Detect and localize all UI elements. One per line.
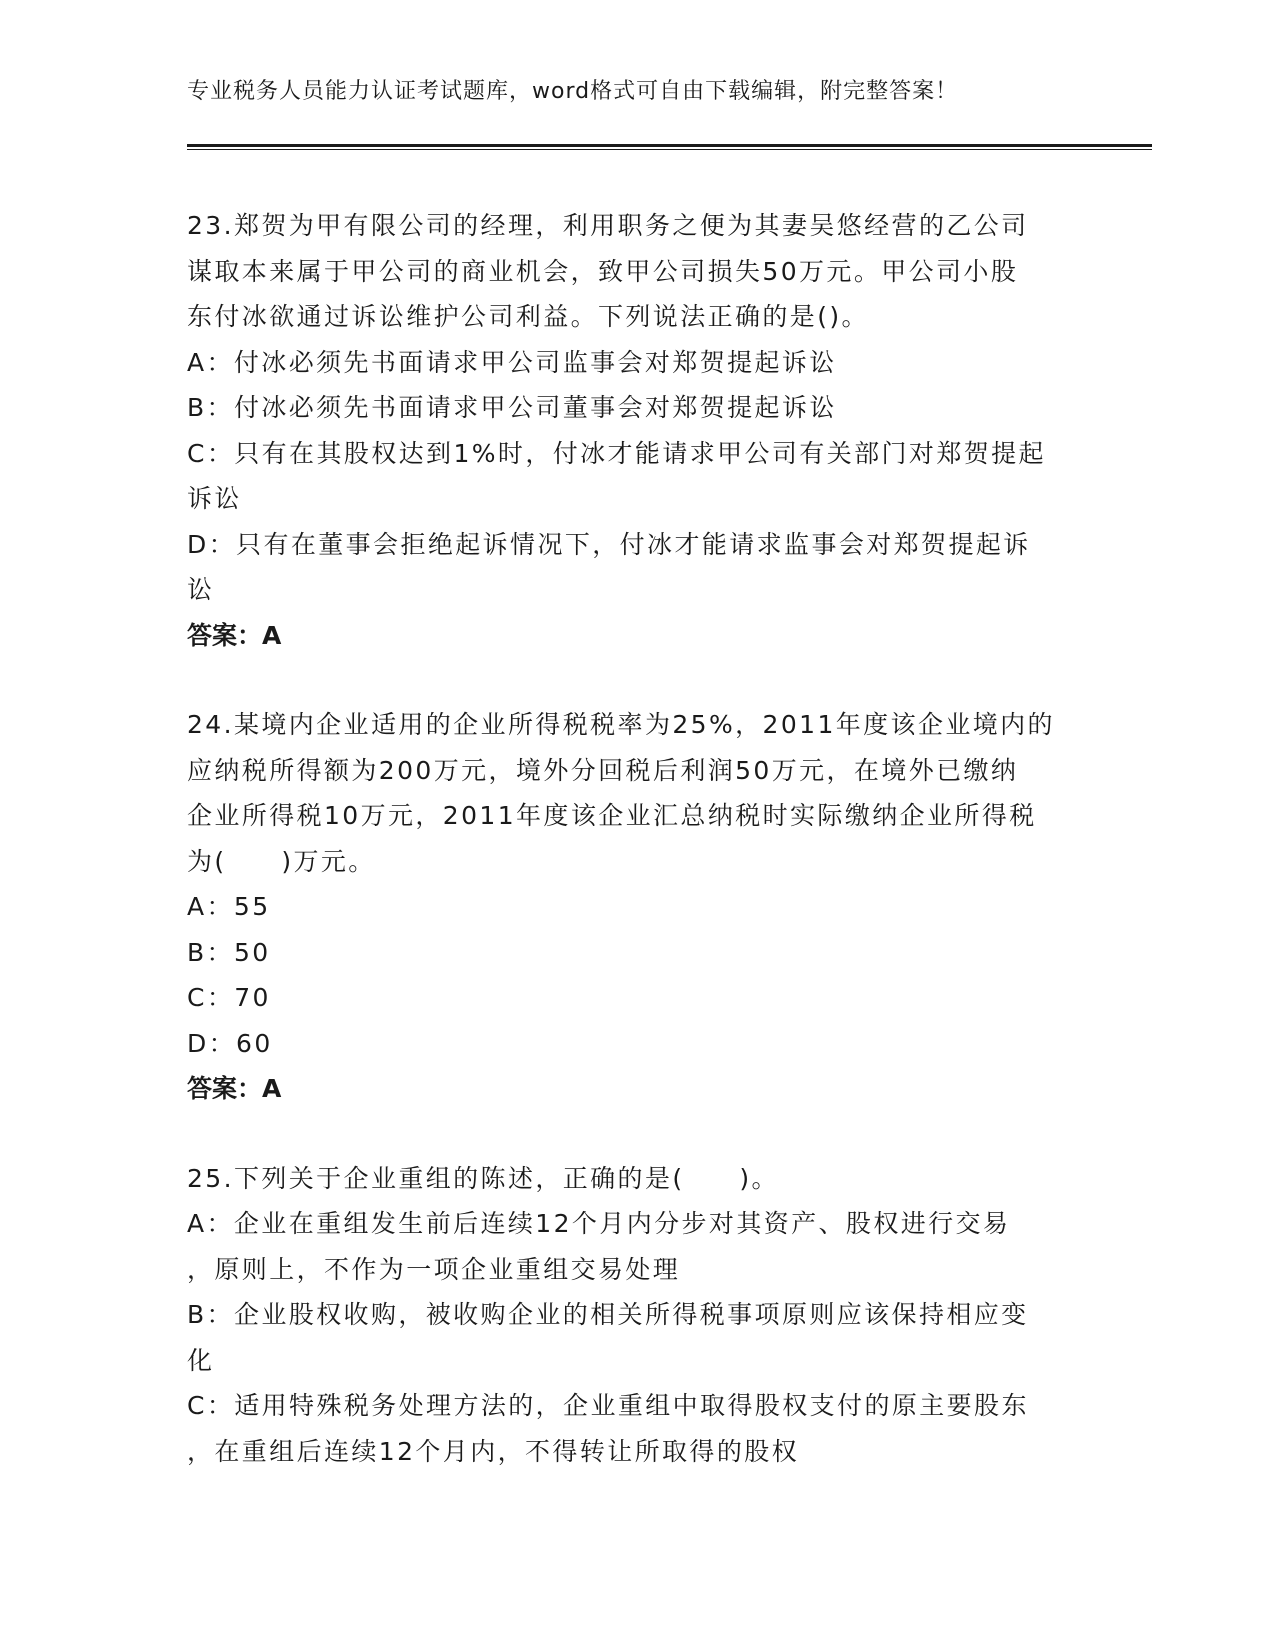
question-stem-line: 企业所得税10万元，2011年度该企业汇总纳税时实际缴纳企业所得税: [187, 801, 1037, 830]
option-d: D：60: [187, 1028, 273, 1058]
question-stem-line: 为( )万元。: [187, 846, 376, 876]
question-list: [187, 203, 1087, 1518]
option-c: C：70: [187, 983, 271, 1012]
option-b: B：付冰必须先书面请求甲公司董事会对郑贺提起诉讼: [187, 393, 837, 422]
option-d-continued: 讼: [187, 575, 215, 604]
option-a: A：企业在重组发生前后连续12个月内分步对其资产、股权进行交易: [187, 1209, 1011, 1238]
option-c: C：适用特殊税务处理方法的，企业重组中取得股权支付的原主要股东: [187, 1391, 1029, 1420]
question-23: [187, 203, 1087, 658]
question-stem-line: 应纳税所得额为200万元，境外分回税后利润50万元，在境外已缴纳: [187, 755, 1019, 785]
question-24: [187, 702, 1087, 1112]
option-a: A：付冰必须先书面请求甲公司监事会对郑贺提起诉讼: [187, 347, 837, 377]
question-stem-line: 东付冰欲通过诉讼维护公司利益。下列说法正确的是()。: [187, 302, 869, 331]
question-stem-line: 25.下列关于企业重组的陈述，正确的是( )。: [187, 1163, 779, 1193]
option-b: B：50: [187, 937, 271, 967]
question-stem-line: 23.郑贺为甲有限公司的经理，利用职务之便为其妻吴悠经营的乙公司: [187, 211, 1029, 240]
question-stem-line: 24.某境内企业适用的企业所得税税率为25%，2011年度该企业境内的: [187, 710, 1055, 739]
header-rule: [187, 144, 1152, 150]
option-c-continued: 诉讼: [187, 484, 242, 513]
option-d: D：只有在董事会拒绝起诉情况下，付冰才能请求监事会对郑贺提起诉: [187, 529, 1031, 559]
answer-label: 答案：A: [187, 1074, 282, 1103]
question-stem-line: 谋取本来属于甲公司的商业机会，致甲公司损失50万元。甲公司小股: [187, 256, 1019, 286]
page-header: 专业税务人员能力认证考试题库，word格式可自由下载编辑，附完整答案！: [187, 79, 959, 104]
option-a-continued: ，原则上，不作为一项企业重组交易处理: [187, 1254, 681, 1284]
question-25: [187, 1156, 1087, 1475]
option-c-continued: ，在重组后连续12个月内，不得转让所取得的股权: [187, 1436, 800, 1466]
option-b-continued: 化: [187, 1345, 215, 1375]
option-b: B：企业股权收购，被收购企业的相关所得税事项原则应该保持相应变: [187, 1300, 1029, 1329]
option-c: C：只有在其股权达到1%时，付冰才能请求甲公司有关部门对郑贺提起: [187, 438, 1046, 468]
option-a: A：55: [187, 892, 271, 921]
answer-label: 答案：A: [187, 620, 282, 650]
